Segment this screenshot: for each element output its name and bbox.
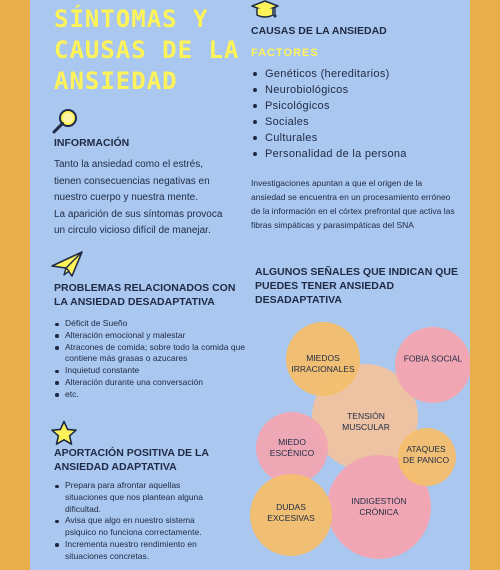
list-item: Prepara para afrontar aquellas situaciones que nos plantean alguna dificultad. [54,480,224,515]
bubble-label [267,502,315,524]
bubble-fobia-social [395,327,470,403]
bubble-label [270,437,314,459]
factores-heading: FACTORES [251,47,319,59]
informacion-line: nuestro cuerpo y nuestra mente. [54,192,198,203]
bubble-label-line: ATAQUES [406,444,446,454]
bubble-label-line: TENSIÓN [347,411,385,421]
aportacion-heading: APORTACIÓN POSITIVA DE LA ANSIEDAD ADAPTATIVA [54,447,209,473]
senales-bubble-cluster [30,0,470,570]
bubble-label-line: EXCESIVAS [267,513,315,523]
list-item: Déficit de Sueño [54,318,250,330]
bubble-label-line: INDIGESTIÓN [351,496,407,506]
list-item: Avisa que algo en nuestro sistema psiquico no funciona correctamente. [54,515,224,539]
bubble-label-line: DUDAS [276,502,306,512]
list-item: Psicológicos [251,98,407,114]
list-item: Atracones de comida; sobre todo la comida que contiene más grasas o azucares [54,342,250,366]
title-line-3: ANSIEDAD [54,67,178,95]
bubble-label-line: MUSCULAR [342,422,390,432]
list-item: etc. [54,389,250,401]
bubble-label-line: MIEDOS [306,353,340,363]
bubble-label-line: DE PANICO [402,455,450,465]
bubble-label-line: IRRACIONALES [291,364,355,374]
bubble-label [351,496,406,518]
title-line-2: CAUSAS DE LA [54,36,240,64]
infographic-card [30,0,470,570]
list-item: Incrementa nuestro rendimiento en situaciones concretas. [54,539,224,563]
informacion-heading: INFORMACIÓN [54,137,130,149]
list-item: Genéticos (hereditarios) [251,66,407,82]
informacion-line: un circulo vicioso difícil de manejar. [54,225,211,236]
informacion-line: Tanto la ansiedad como el estrés, [54,159,203,170]
bubble-label-line: CRÓNICA [359,507,399,517]
bubble-label [291,353,354,375]
list-item: Sociales [251,114,407,130]
senales-heading: ALGUNOS SEÑALES QUE INDICAN QUE PUEDES TENER ANSIEDAD DESADAPTATIVA [255,266,459,306]
title-line-1: SÍNTOMAS Y [54,5,209,33]
bubble-label-line: ESCÉNICO [269,448,315,458]
informacion-line: tienen consecuencias negativas en [54,175,210,187]
list-item: Personalidad de la persona [251,146,407,162]
problemas-heading: PROBLEMAS RELACIONADOS CON LA ANSIEDAD DESADAPTATIVA [54,282,236,308]
informacion-line: La aparición de sus síntomas provoca [54,208,223,220]
list-item: Alteración emocional y malestar [54,330,250,342]
bubble-label [403,444,449,466]
causas-heading: CAUSAS DE LA ANSIEDAD [251,25,387,37]
bubble-label [342,411,390,433]
bubble-label-line: MIEDO [278,437,306,447]
bubble-label [404,354,463,365]
list-item: Inquietud constante [54,365,250,377]
bubble-label-line: FOBIA SOCIAL [403,353,463,364]
list-item: Alteración durante una conversación [54,377,250,389]
investigacion-text: Investigaciones apuntan a que el origen de la ansiedad se encuentra en un procesamiento erróneo de la información en el córtex prefrontal que activa las fibras simpáticas y parasimpáticas del SNA [251,178,455,230]
list-item: Culturales [251,130,407,146]
list-item: Neurobiológicos [251,82,407,98]
